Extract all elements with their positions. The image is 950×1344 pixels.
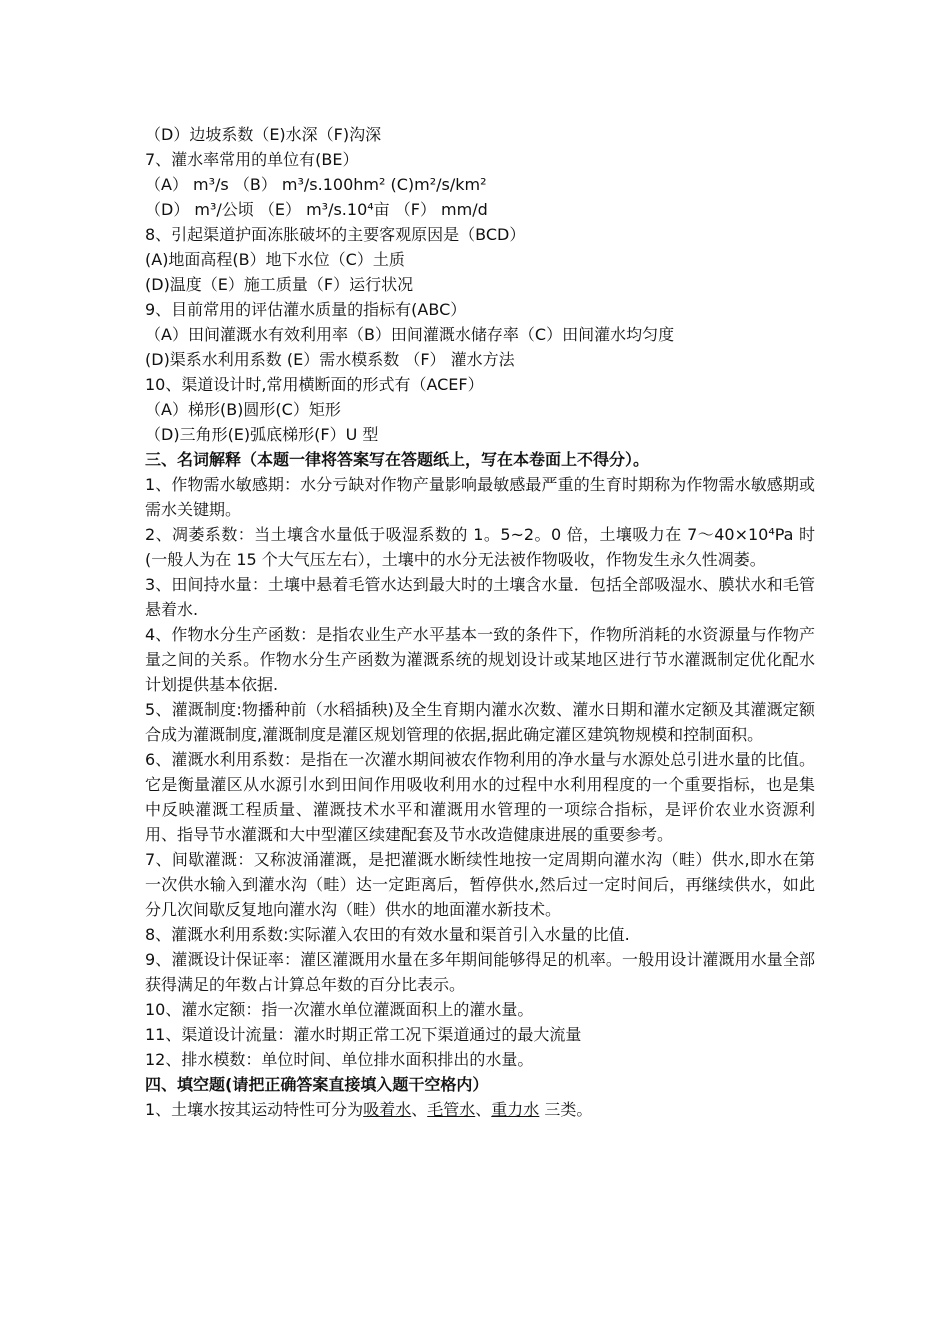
option-line: （D)三角形(E)弧底梯形(F）U 型 bbox=[145, 425, 379, 444]
definition-6: 6、灌溉水利用系数：是指在一次灌水期间被农作物利用的净水量与水源处总引进水量的比值。它是衡量灌区从水源引水到田间作用吸收利用水的过程中水利用程度的一个重要指标，也是集中反映灌溉工程质量、灌溉技术水平和灌溉用水管理的一项综合指标，是评价农业水资源利用、指导节水灌溉和大中型灌区续建配套及节水改造健康进展的重要参考。 bbox=[145, 750, 815, 844]
definition-8: 8、灌溉水利用系数:实际灌入农田的有效水量和渠首引入水量的比值. bbox=[145, 925, 630, 944]
definition-10: 10、灌水定额：指一次灌水单位灌溉面积上的灌水量。 bbox=[145, 1000, 534, 1019]
definition-3: 3、田间持水量：土壤中悬着毛管水达到最大时的土壤含水量．包括全部吸湿水、膜状水和毛管悬着水. bbox=[145, 575, 815, 619]
definition-2: 2、凋萎系数：当土壤含水量低于吸湿系数的 1。5~2。0 倍，土壤吸力在 7～40×10⁴Pa 时(一般人为在 15 个大气压左右），土壤中的水分无法被作物吸收，作物发生永久性凋萎。 bbox=[145, 525, 815, 569]
option-line: （A） m³/s （B） m³/s.100hm² (C)m²/s/km² bbox=[145, 175, 487, 194]
fill-question-prefix: 1、土壤水按其运动特性可分为 bbox=[145, 1100, 364, 1119]
definition-4: 4、作物水分生产函数：是指农业生产水平基本一致的条件下，作物所消耗的水资源量与作物产量之间的关系。作物水分生产函数为灌溉系统的规划设计或某地区进行节水灌溉制定优化配水计划提供基本依据. bbox=[145, 625, 815, 694]
fill-question-1 bbox=[145, 1097, 815, 1122]
option-line: （D） m³/公顷 （E） m³/s.10⁴亩 （F） mm/d bbox=[145, 200, 488, 219]
definition-5: 5、灌溉制度:物播种前（水稻插秧)及全生育期内灌水次数、灌水日期和灌水定额及其灌溉定额合成为灌溉制度,灌溉制度是灌区规划管理的依据,据此确定灌区建筑物规模和控制面积。 bbox=[145, 700, 815, 744]
option-line: （A）田间灌溉水有效利用率（B）田间灌溉水储存率（C）田间灌水均匀度 bbox=[145, 325, 675, 344]
option-line: (D)渠系水利用系数 (E）需水模系数 （F） 灌水方法 bbox=[145, 350, 515, 369]
option-line: (D)温度（E）施工质量（F）运行状况 bbox=[145, 275, 414, 294]
option-line: （A）梯形(B)圆形(C）矩形 bbox=[145, 400, 341, 419]
fill-question-suffix: 三类。 bbox=[539, 1100, 593, 1119]
section-heading-3: 三、名词解释（本题一律将答案写在答题纸上，写在本卷面上不得分）。 bbox=[145, 450, 650, 469]
question-10: 10、渠道设计时,常用横断面的形式有（ACEF） bbox=[145, 375, 484, 394]
document-page bbox=[145, 122, 815, 1122]
definition-1: 1、作物需水敏感期：水分亏缺对作物产量影响最敏感最严重的生育时期称为作物需水敏感期或需水关键期。 bbox=[145, 475, 815, 519]
separator: 、 bbox=[475, 1100, 492, 1119]
definition-12: 12、排水模数：单位时间、单位排水面积排出的水量。 bbox=[145, 1050, 534, 1069]
answer-blank: 吸着水 bbox=[363, 1100, 412, 1119]
answer-blank: 毛管水 bbox=[427, 1100, 476, 1119]
definition-9: 9、灌溉设计保证率：灌区灌溉用水量在多年期间能够得足的机率。一般用设计灌溉用水量全部获得满足的年数占计算总年数的百分比表示。 bbox=[145, 950, 815, 994]
answer-blank: 重力水 bbox=[491, 1100, 540, 1119]
option-line: （D）边坡系数（E)水深（F)沟深 bbox=[145, 125, 382, 144]
definition-11: 11、渠道设计流量：灌水时期正常工况下渠道通过的最大流量 bbox=[145, 1025, 582, 1044]
option-line: (A)地面高程(B）地下水位（C）土质 bbox=[145, 250, 405, 269]
question-7: 7、灌水率常用的单位有(BE） bbox=[145, 150, 359, 169]
separator: 、 bbox=[411, 1100, 428, 1119]
question-9: 9、目前常用的评估灌水质量的指标有(ABC） bbox=[145, 300, 467, 319]
question-8: 8、引起渠道护面冻胀破坏的主要客观原因是（BCD） bbox=[145, 225, 526, 244]
definition-7: 7、间歇灌溉：又称波涌灌溉，是把灌溉水断续性地按一定周期向灌水沟（畦）供水,即水在第一次供水输入到灌水沟（畦）达一定距离后，暂停供水,然后过一定时间后，再继续供水，如此分几次间歇反复地向灌水沟（畦）供水的地面灌水新技术。 bbox=[145, 850, 815, 919]
section-heading-4: 四、填空题(请把正确答案直接填入题干空格内） bbox=[145, 1075, 489, 1094]
